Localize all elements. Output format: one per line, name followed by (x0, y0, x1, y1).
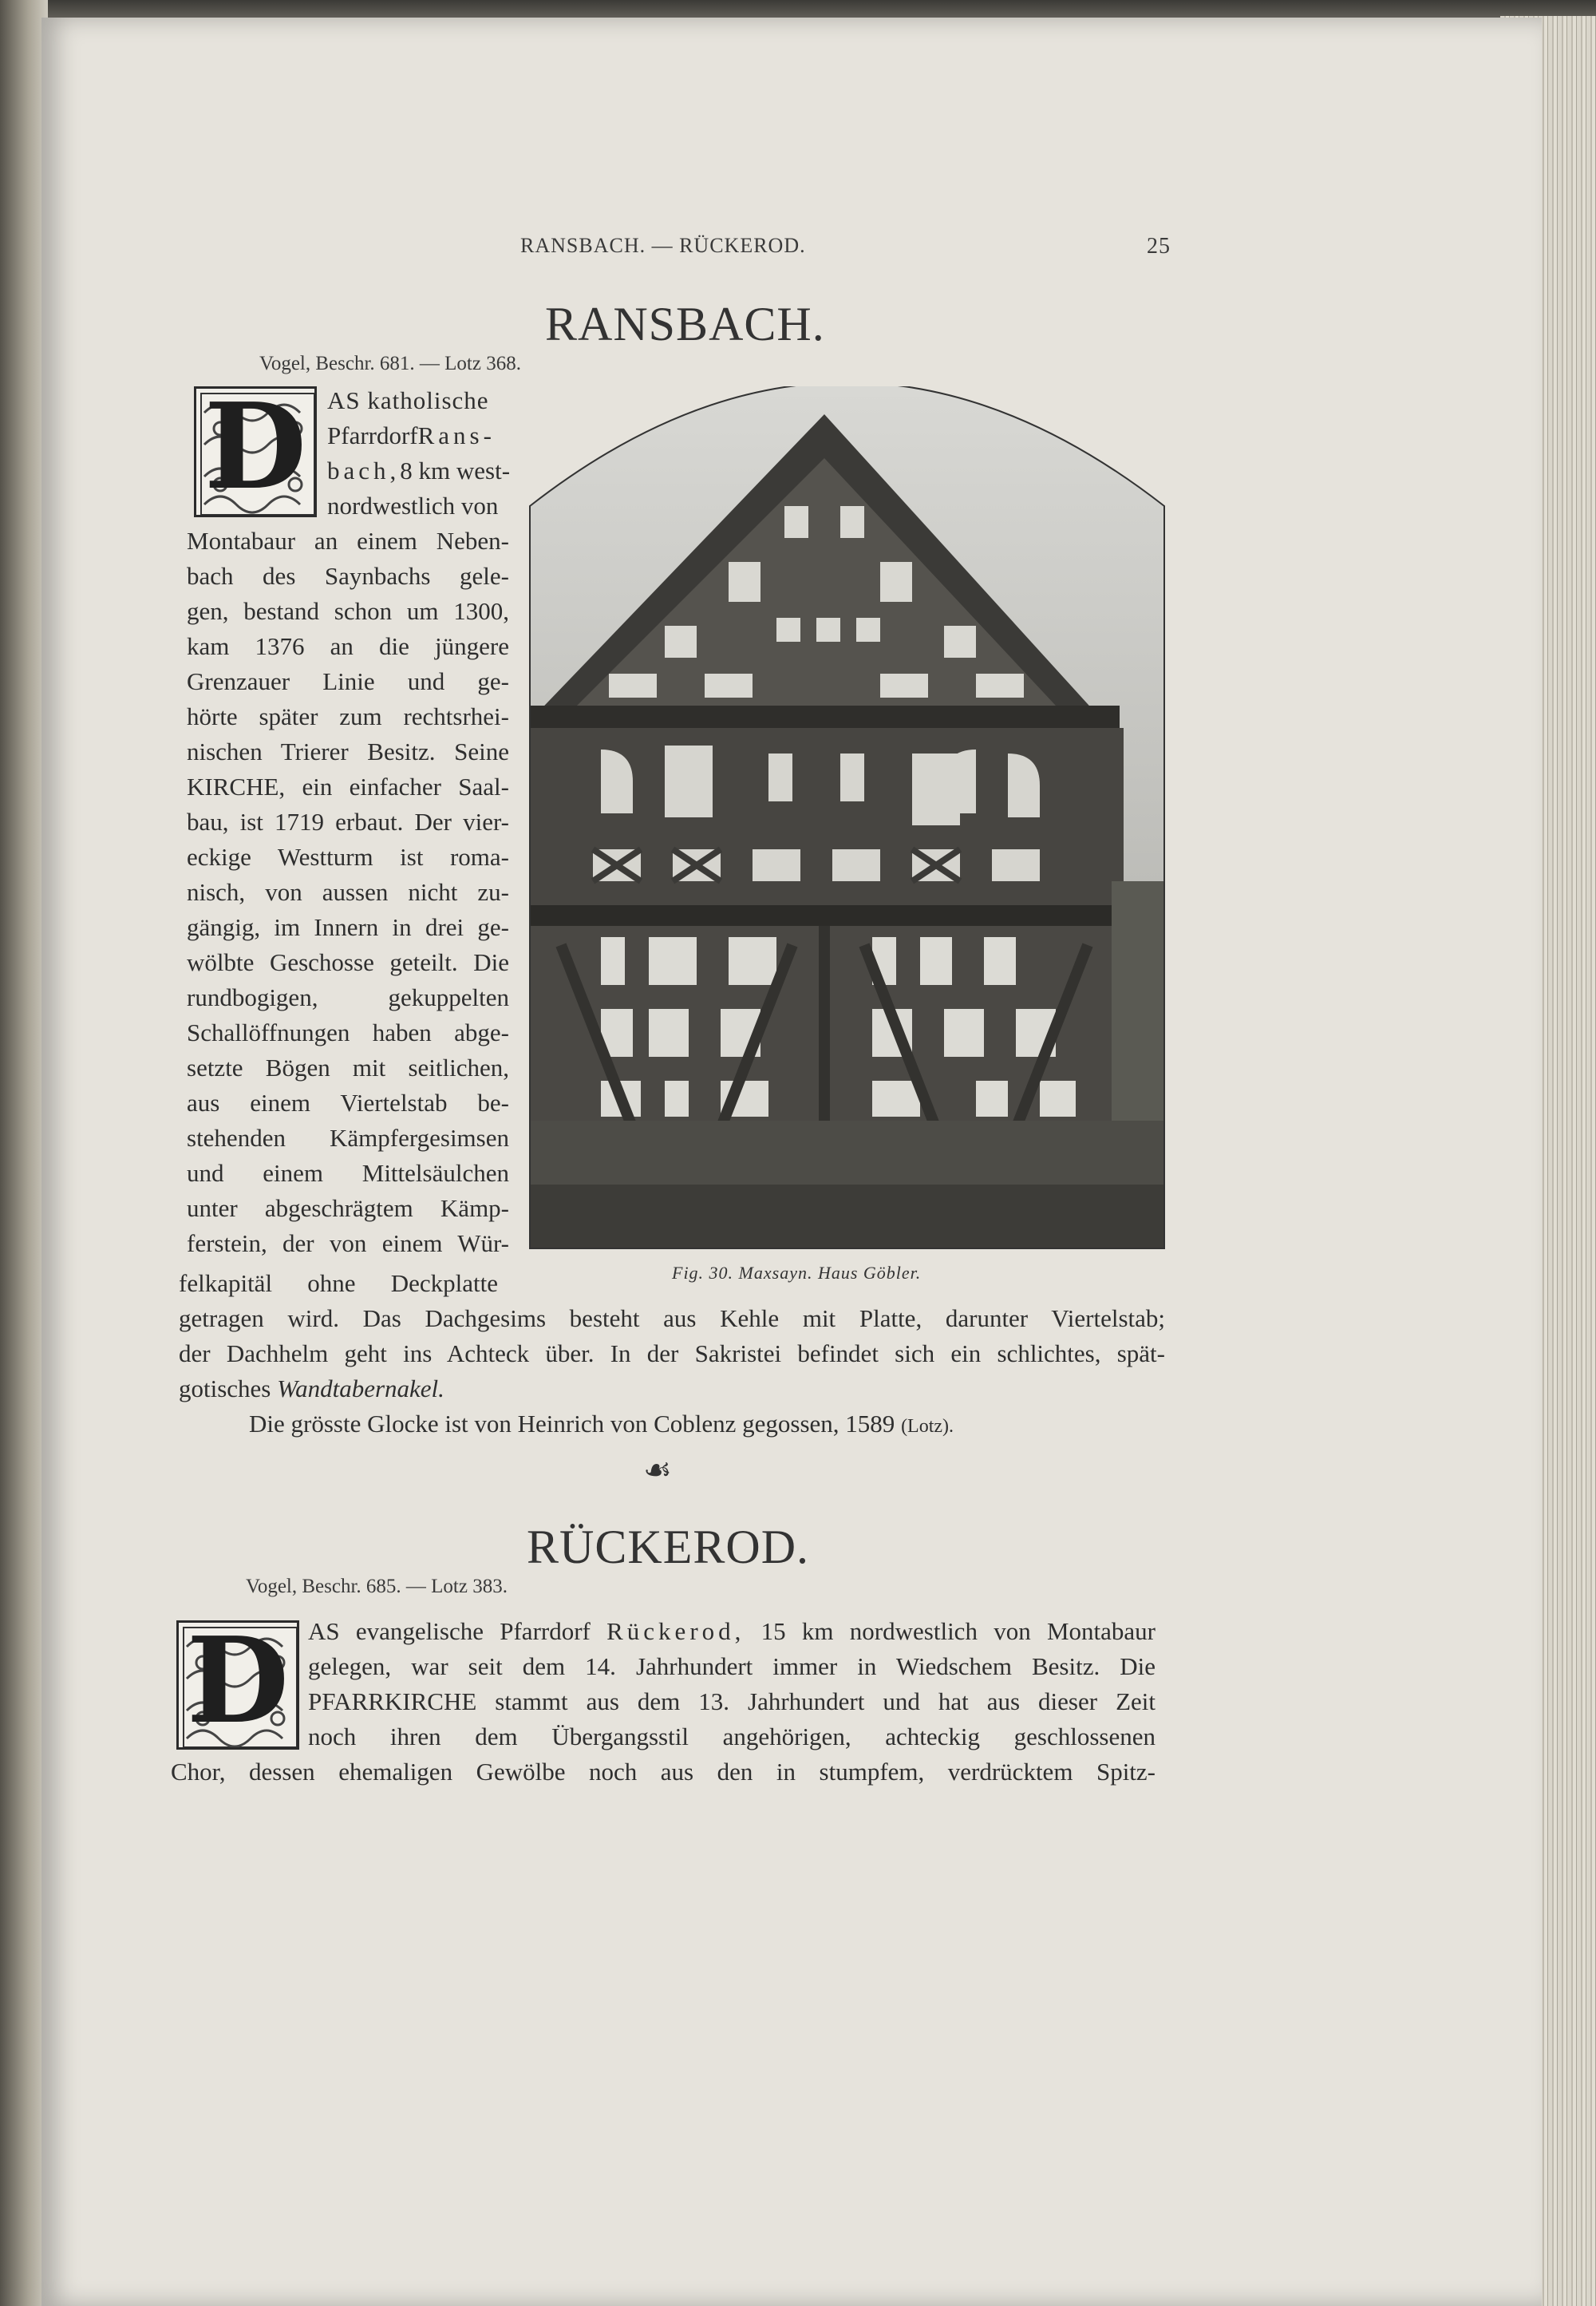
text-line: ferstein, der von einem Wür- (187, 1229, 509, 1257)
text-line: KIRCHE, ein einfacher Saal- (187, 773, 509, 801)
text-line: PfarrdorfRans- (327, 421, 496, 449)
text-line: rundbogigen, gekuppelten (187, 983, 509, 1011)
initial-letter: D (186, 1620, 290, 1750)
text-line: kam 1376 an die jüngere (187, 632, 509, 660)
text-line: Chor, dessen ehemaligen Gewölbe noch aus den in stumpfem, verdrücktem Spitz- (171, 1758, 1156, 1786)
text-line: nisch, von aussen nicht zu- (187, 878, 509, 906)
text-line: stehenden Kämpfergesimsen (187, 1124, 509, 1152)
text-line: gen, bestand schon um 1300, (187, 597, 509, 625)
text-line: bau, ist 1719 erbaut. Der vier- (187, 808, 509, 836)
text-line: unter abgeschrägtem Kämp- (187, 1194, 509, 1222)
text-line: der Dachhelm geht ins Achteck über. In der Sakristei befindet sich ein schlichtes, spät- (179, 1339, 1165, 1367)
text-line: bach des Saynbachs gele- (187, 562, 509, 590)
text-line: bach,8 km west- (327, 457, 511, 485)
text-line: aus einem Viertelstab be- (187, 1089, 509, 1117)
initial-letter: D (203, 386, 307, 516)
decorated-initial-d (176, 1620, 299, 1750)
text-line: gotisches Wandtabernakel. (179, 1375, 444, 1402)
figure-caption: Fig. 30. Maxsayn. Haus Göbler. (672, 1263, 922, 1283)
text-line: felkapitäl ohne Deckplatte (179, 1269, 498, 1297)
book-gutter (0, 0, 48, 2306)
decorated-initial-d (194, 386, 317, 517)
text-line: Schallöffnungen haben abge- (187, 1019, 509, 1046)
section-title-ransbach: RANSBACH. (545, 298, 825, 350)
text-line: nischen Trierer Besitz. Seine (187, 738, 509, 765)
text-line: AS katholische (327, 386, 489, 414)
text-line: hörte später zum rechtsrhei- (187, 702, 509, 730)
text-line: wölbte Geschosse geteilt. Die (187, 948, 509, 976)
fleuron-ornament-icon: ☙ (643, 1452, 672, 1488)
text-line: eckige Westturm ist roma- (187, 843, 509, 871)
text-line: Die grösste Glocke ist von Heinrich von Coblenz gegossen, 1589 (Lotz). (249, 1410, 954, 1438)
text-line: noch ihren dem Übergangsstil angehörigen, achteckig geschlossenen (308, 1723, 1156, 1750)
text-line: und einem Mittelsäulchen (187, 1159, 509, 1187)
text-line: gängig, im Innern in drei ge- (187, 913, 509, 941)
reference-ransbach: Vogel, Beschr. 681. — Lotz 368. (259, 353, 521, 374)
page-number: 25 (1147, 234, 1171, 259)
text-line: setzte Bögen mit seitlichen, (187, 1054, 509, 1082)
text-line: nordwestlich von (327, 492, 499, 520)
text-line: Montabaur an einem Neben- (187, 527, 509, 555)
running-title: RANSBACH. — RÜCKEROD. (520, 234, 806, 257)
text-line: gelegen, war seit dem 14. Jahrhundert immer in Wiedschem Besitz. Die (308, 1652, 1156, 1680)
text-line: getragen wird. Das Dachgesims besteht aus Kehle mit Platte, darunter Viertelstab; (179, 1304, 1165, 1332)
text-line: Grenzauer Linie und ge- (187, 667, 509, 695)
reference-rueckerod: Vogel, Beschr. 685. — Lotz 383. (246, 1576, 508, 1597)
text-line: AS evangelische Pfarrdorf Rückerod, 15 km nordwestlich von Montabaur (308, 1617, 1156, 1645)
figure-photo-half-timbered-house (529, 386, 1165, 1249)
section-title-rueckerod: RÜCKEROD. (527, 1521, 810, 1573)
text-line: PFARRKIRCHE stammt aus dem 13. Jahrhundert und hat aus dieser Zeit (308, 1687, 1156, 1715)
